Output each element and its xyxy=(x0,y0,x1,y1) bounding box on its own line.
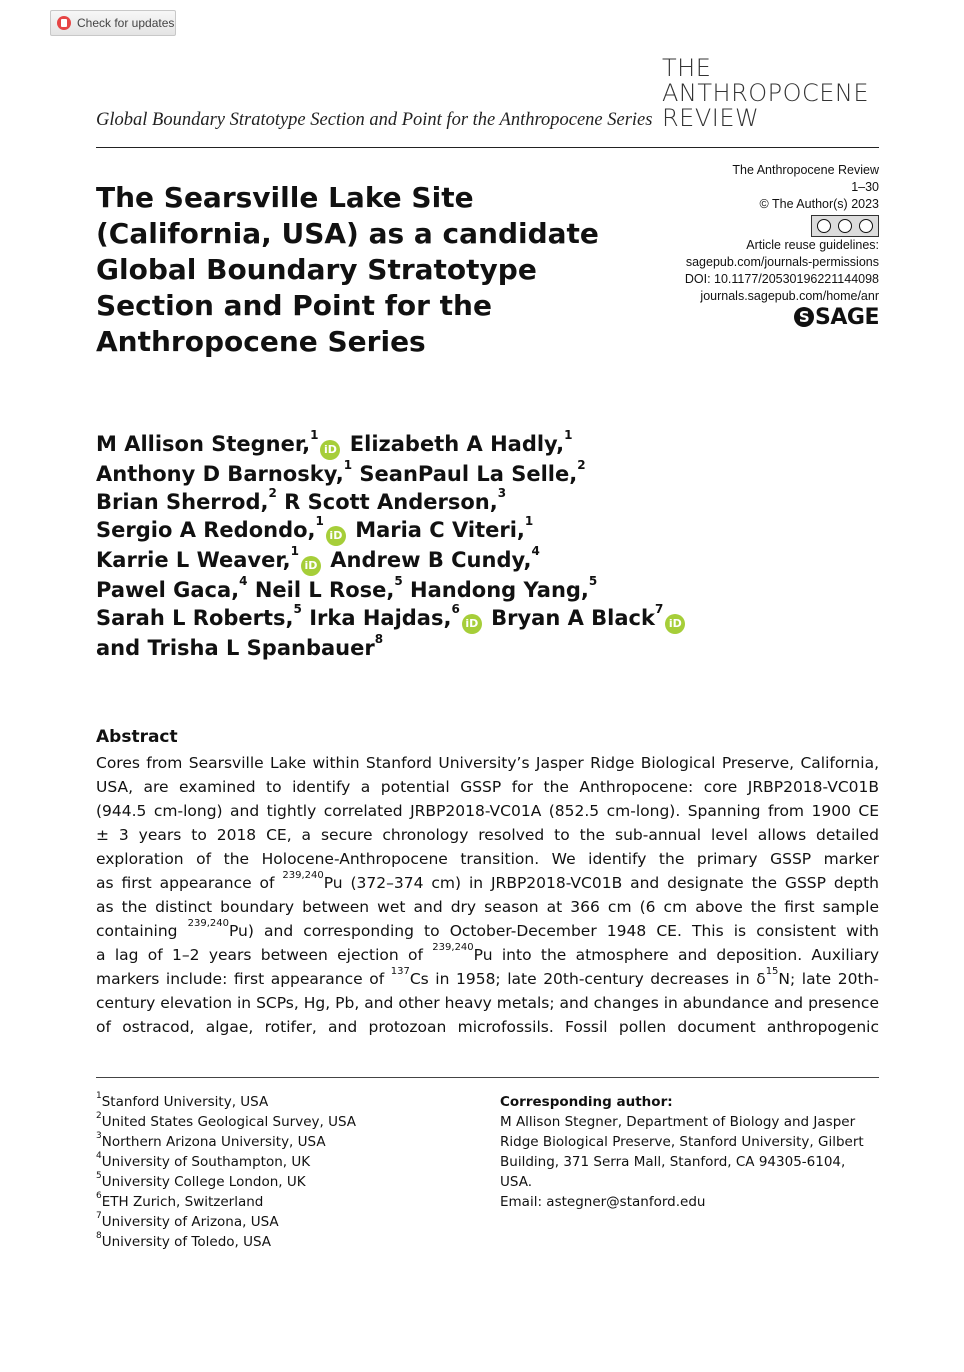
affiliation-number: 7 xyxy=(96,1211,102,1221)
author-name: Neil L Rose, xyxy=(254,578,395,602)
abstract-text: Pu into the atmosphere and deposition. Auxiliary xyxy=(473,946,879,964)
affiliation-marker: 2 xyxy=(268,486,277,500)
logo-line: REVIEW xyxy=(662,104,760,132)
journal-link[interactable]: journals.sagepub.com/home/anr xyxy=(700,289,879,303)
author-name: M Allison Stegner, xyxy=(96,432,311,456)
orcid-icon[interactable]: iD xyxy=(462,614,482,634)
affiliation-number: 5 xyxy=(96,1171,102,1181)
check-for-updates-label: Check for updates xyxy=(77,16,175,30)
abstract-text: ± 3 years to 2018 CE, a secure chronology resolved to the sub-annual level allows detailed xyxy=(96,826,879,844)
affiliation-number: 1 xyxy=(96,1091,102,1101)
author-line xyxy=(96,516,696,546)
author-line xyxy=(96,546,696,576)
abstract-heading: Abstract xyxy=(96,727,178,747)
abstract-line xyxy=(96,871,879,895)
abstract-body xyxy=(96,751,879,1039)
orcid-icon[interactable]: iD xyxy=(326,526,346,546)
isotope-superscript: 239,240 xyxy=(432,943,474,953)
affiliations xyxy=(96,1092,356,1252)
affiliation-marker: 2 xyxy=(577,458,586,472)
reuse-label: Article reuse guidelines: xyxy=(746,238,879,252)
affiliation-item xyxy=(96,1092,356,1112)
copyright: © The Author(s) 2023 xyxy=(759,197,879,211)
author-line xyxy=(96,576,696,604)
isotope-superscript: 239,240 xyxy=(282,871,324,881)
abstract-text: Cores from Searsville Lake within Stanford University’s Jasper Ridge Biological Preserve, California, xyxy=(96,754,879,772)
orcid-icon[interactable]: iD xyxy=(320,440,340,460)
author-name: Andrew B Cundy, xyxy=(330,548,532,572)
affiliation-text: Northern Arizona University, USA xyxy=(101,1134,326,1150)
affiliation-number: 6 xyxy=(96,1191,102,1201)
bookmark-icon xyxy=(57,16,71,30)
author-name: Anthony D Barnosky, xyxy=(96,462,344,486)
sage-s-icon: S xyxy=(794,307,814,327)
isotope-superscript: 137 xyxy=(390,967,410,977)
abstract-text: (944.5 cm-long) and tightly correlated JRBP2018-VC01A (852.5 cm-long). Spanning from 1900 CE xyxy=(96,802,879,820)
abstract-text: Pu) and corresponding to October-December 1948 CE. This is consistent with xyxy=(228,922,879,940)
logo-line: ANTHROPOCENE xyxy=(662,79,870,107)
header-divider xyxy=(96,147,879,148)
author-line xyxy=(96,634,696,662)
corresponding-line: Building, 371 Serra Mall, Stanford, CA 94305-6104, USA. xyxy=(500,1154,846,1190)
abstract-text: containing xyxy=(96,922,188,940)
affiliation-text: University College London, UK xyxy=(101,1174,306,1190)
affiliation-marker: 1 xyxy=(564,428,573,442)
affiliation-text: University of Toledo, USA xyxy=(101,1234,272,1250)
cc-license-icon[interactable] xyxy=(811,215,879,237)
orcid-icon[interactable]: iD xyxy=(301,556,321,576)
affiliation-item xyxy=(96,1112,356,1132)
affiliation-marker: 5 xyxy=(394,574,403,588)
journal-name: The Anthropocene Review xyxy=(732,163,879,177)
author-list xyxy=(96,430,696,662)
author-name: Pawel Gaca, xyxy=(96,578,240,602)
abstract-line xyxy=(96,943,879,967)
affiliation-item xyxy=(96,1132,356,1152)
author-name: Karrie L Weaver, xyxy=(96,548,291,572)
abstract-text: USA, are examined to identify a potential GSSP for the Anthropocene: core JRBP2018-VC01B xyxy=(96,778,879,796)
author-name: Elizabeth A Hadly, xyxy=(349,432,565,456)
abstract-text: markers include: first appearance of xyxy=(96,970,391,988)
author-line xyxy=(96,488,696,516)
affiliation-item xyxy=(96,1172,356,1192)
corresponding-line: Ridge Biological Preserve, Stanford University, Gilbert xyxy=(500,1134,864,1150)
author-name: R Scott Anderson, xyxy=(284,490,498,514)
abstract-line xyxy=(96,991,879,1015)
isotope-superscript: 239,240 xyxy=(187,919,229,929)
abstract-line xyxy=(96,823,879,847)
abstract-text: as the distinct boundary between wet and dry season at 366 cm (6 cm above the first sample xyxy=(96,898,879,916)
article-title: The Searsville Lake Site (California, USA) as a candidate Global Boundary Stratotype Section and Point for the Anthropocene Series xyxy=(96,181,599,358)
abstract-text: century elevation in SCPs, Hg, Pb, and other heavy metals; and changes in abundance and presence xyxy=(96,994,879,1012)
affiliation-text: United States Geological Survey, USA xyxy=(101,1114,357,1130)
author-name: Handong Yang, xyxy=(410,578,589,602)
abstract-text: exploration of the Holocene-Anthropocene transition. We identify the primary GSSP marker xyxy=(96,850,879,868)
affiliation-marker: 7 xyxy=(654,602,664,616)
author-name: Brian Sherrod, xyxy=(96,490,269,514)
corresponding-heading: Corresponding author: xyxy=(500,1094,673,1110)
affiliation-text: University of Southampton, UK xyxy=(101,1154,311,1170)
isotope-superscript: 15 xyxy=(765,967,779,977)
affiliation-marker: 1 xyxy=(315,514,324,528)
affiliation-number: 3 xyxy=(96,1131,102,1141)
abstract-text: as first appearance of xyxy=(96,874,283,892)
affiliation-marker: 8 xyxy=(374,632,384,646)
affiliation-item xyxy=(96,1232,356,1252)
affiliation-marker: 4 xyxy=(531,544,540,558)
abstract-line xyxy=(96,919,879,943)
affiliation-marker: 3 xyxy=(497,486,507,500)
affiliation-text: ETH Zurich, Switzerland xyxy=(101,1194,264,1210)
abstract-text: of ostracod, algae, rotifer, and protozoan microfossils. Fossil pollen document anthropogenic xyxy=(96,1018,879,1036)
author-line xyxy=(96,430,696,460)
abstract-text: a lag of 1–2 years between ejection of xyxy=(96,946,433,964)
affiliation-text: Stanford University, USA xyxy=(101,1094,269,1110)
affiliation-marker: 1 xyxy=(343,458,353,472)
author-name: Sarah L Roberts, xyxy=(96,606,294,630)
affiliation-marker: 1 xyxy=(290,544,299,558)
affiliation-marker: 4 xyxy=(239,574,248,588)
abstract-line xyxy=(96,847,879,871)
orcid-icon[interactable]: iD xyxy=(665,614,685,634)
affiliation-marker: 1 xyxy=(310,428,319,442)
abstract-line xyxy=(96,799,879,823)
author-name: Bryan A Black xyxy=(491,606,655,630)
author-name: Sergio A Redondo, xyxy=(96,518,316,542)
abstract-line xyxy=(96,895,879,919)
abstract-line xyxy=(96,775,879,799)
affiliation-number: 8 xyxy=(96,1231,102,1241)
abstract-line xyxy=(96,967,879,991)
sage-logo: S SAGE xyxy=(794,307,879,327)
article-meta xyxy=(640,162,879,330)
abstract-text: Pu (372–374 cm) in JRBP2018-VC01B and designate the GSSP depth xyxy=(323,874,879,892)
corresponding-email[interactable]: Email: astegner@stanford.edu xyxy=(500,1194,706,1210)
abstract-line xyxy=(96,1015,879,1039)
page-range: 1–30 xyxy=(851,180,879,194)
abstract-line xyxy=(96,751,879,775)
affiliation-item xyxy=(96,1212,356,1232)
affiliation-text: University of Arizona, USA xyxy=(101,1214,279,1230)
affiliation-marker: 6 xyxy=(451,602,460,616)
author-line xyxy=(96,604,696,634)
author-name: Maria C Viteri, xyxy=(355,518,525,542)
journal-logo xyxy=(662,56,882,131)
running-title: Global Boundary Stratotype Section and Point for the Anthropocene Series xyxy=(96,110,653,130)
author-name: SeanPaul La Selle, xyxy=(359,462,578,486)
doi[interactable]: DOI: 10.1177/20530196221144098 xyxy=(684,272,879,286)
affiliation-number: 4 xyxy=(96,1151,102,1161)
author-line xyxy=(96,460,696,488)
affiliation-item xyxy=(96,1152,356,1172)
affiliation-marker: 1 xyxy=(524,514,534,528)
corresponding-author xyxy=(500,1092,880,1212)
affiliation-item xyxy=(96,1192,356,1212)
author-name: Irka Hajdas, xyxy=(309,606,452,630)
corresponding-line: M Allison Stegner, Department of Biology and Jasper xyxy=(500,1114,856,1130)
author-name: and Trisha L Spanbauer xyxy=(96,636,375,660)
footnote-divider xyxy=(96,1077,879,1078)
affiliation-marker: 5 xyxy=(588,574,598,588)
affiliation-marker: 5 xyxy=(293,602,302,616)
abstract-text: N; late 20th- xyxy=(778,970,879,988)
logo-line: THE xyxy=(662,54,712,82)
affiliation-number: 2 xyxy=(96,1111,102,1121)
check-for-updates-button[interactable] xyxy=(50,10,176,36)
reuse-link[interactable]: sagepub.com/journals-permissions xyxy=(685,255,879,269)
abstract-text: Cs in 1958; late 20th-century decreases in δ xyxy=(409,970,766,988)
